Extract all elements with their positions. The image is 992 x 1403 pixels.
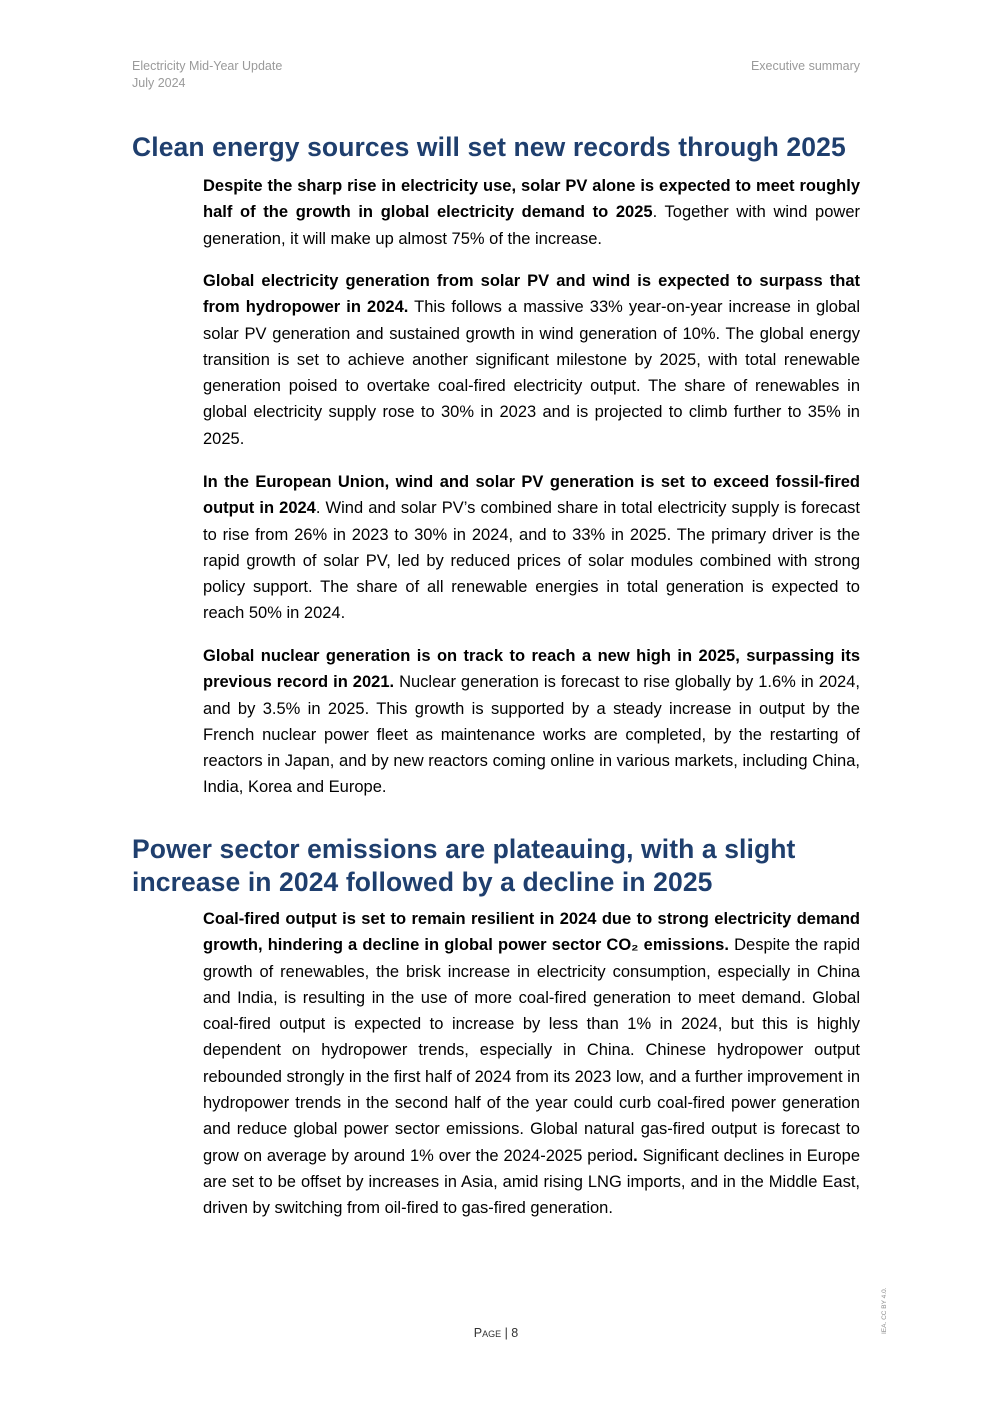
page-separator: | (501, 1326, 512, 1340)
paragraph-lead: Despite the sharp rise in electricity use, solar PV alone is expected to meet roughly half of the growth in global electricity demand to 2025 (203, 177, 860, 222)
paragraph-body: . Together with wind power generation, it will make up almost 75% of the increase. (203, 203, 860, 248)
paragraph-solar-growth (203, 173, 860, 252)
paragraph-european-union (203, 469, 860, 627)
paragraph-lead: Coal-fired output is set to remain resilient in 2024 due to strong electricity demand growth, hindering a decline in global power sector CO₂ emissions. (203, 910, 860, 955)
paragraph-coal-emissions (203, 906, 860, 1222)
page-label: Page (473, 1326, 502, 1340)
section-heading-emissions: Power sector emissions are plateauing, with a slight increase in 2024 followed by a decline in 2025 (132, 834, 796, 897)
paragraph-body: Despite the rapid growth of renewables, the brisk increase in electricity consumption, especially in China and India, is resulting in the use of more coal-fired generation to meet demand. Global coal-fired output is expected to increase by less than 1% in 2024, but this is highly dependent on hydropower trends, especially in China. Chinese hydropower output rebounded strongly in the first half of 2024 from its 2023 low, and a further improvement in hydropower trends in the second half of the year could curb coal-fired power generation and reduce global power sector emissions. Global natural gas-fired output is forecast to grow on average by around 1% over the 2024-2025 period (203, 936, 861, 1165)
paragraph-lead: Global nuclear generation is on track to reach a new high in 2025, surpassing its previous record in 2021. (203, 647, 860, 692)
running-header-left (132, 58, 282, 92)
paragraph-body-end: Significant declines in Europe are set to be offset by increases in Asia, amid rising LNG imports, and in the Middle East, driven by switching from oil-fired to gas-fired generation. (203, 1146, 860, 1218)
paragraph-body: Nuclear generation is forecast to rise globally by 1.6% in 2024, and by 3.5% in 2025. This growth is supported by a steady increase in output by the French nuclear power fleet as maintenance works are completed, by the restarting of reactors in Japan, and by new reactors coming online in various markets, including China, India, Korea and Europe. (203, 673, 860, 797)
paragraph-body: . Wind and solar PV’s combined share in total electricity supply is forecast to rise from 26% in 2023 to 30% in 2024, and to 33% in 2025. The primary driver is the rapid growth of solar PV, led by reduced prices of solar modules combined with strong policy support. The share of all renewable energies in total generation is expected to reach 50% in 2024. (203, 499, 861, 623)
license-credit: IEA. CC BY 4.0. (881, 1287, 888, 1334)
paragraph-bold-period: . (633, 1146, 638, 1165)
paragraph-solar-wind-hydro (203, 268, 860, 452)
page-number: 8 (511, 1326, 519, 1340)
paragraph-nuclear (203, 643, 860, 801)
paragraph-lead: In the European Union, wind and solar PV generation is set to exceed fossil-fired output in 2024 (203, 473, 860, 518)
report-date: July 2024 (132, 76, 186, 90)
section-name: Executive summary (750, 59, 860, 73)
paragraph-lead: Global electricity generation from solar PV and wind is expected to surpass that from hydropower in 2024. (203, 272, 860, 317)
page-footer (0, 1326, 992, 1340)
paragraph-body: This follows a massive 33% year-on-year increase in global solar PV generation and sustained growth in wind generation of 10%. The global energy transition is set to achieve another significant milestone by 2025, with total renewable generation poised to overtake coal-fired electricity output. The share of renewables in global electricity supply rose to 30% in 2023 and is projected to climb further to 35% in 2025. (203, 298, 860, 448)
report-title: Electricity Mid-Year Update (132, 59, 283, 73)
section-heading-clean-energy: Clean energy sources will set new records through 2025 (132, 132, 846, 162)
running-header-right (751, 58, 860, 75)
